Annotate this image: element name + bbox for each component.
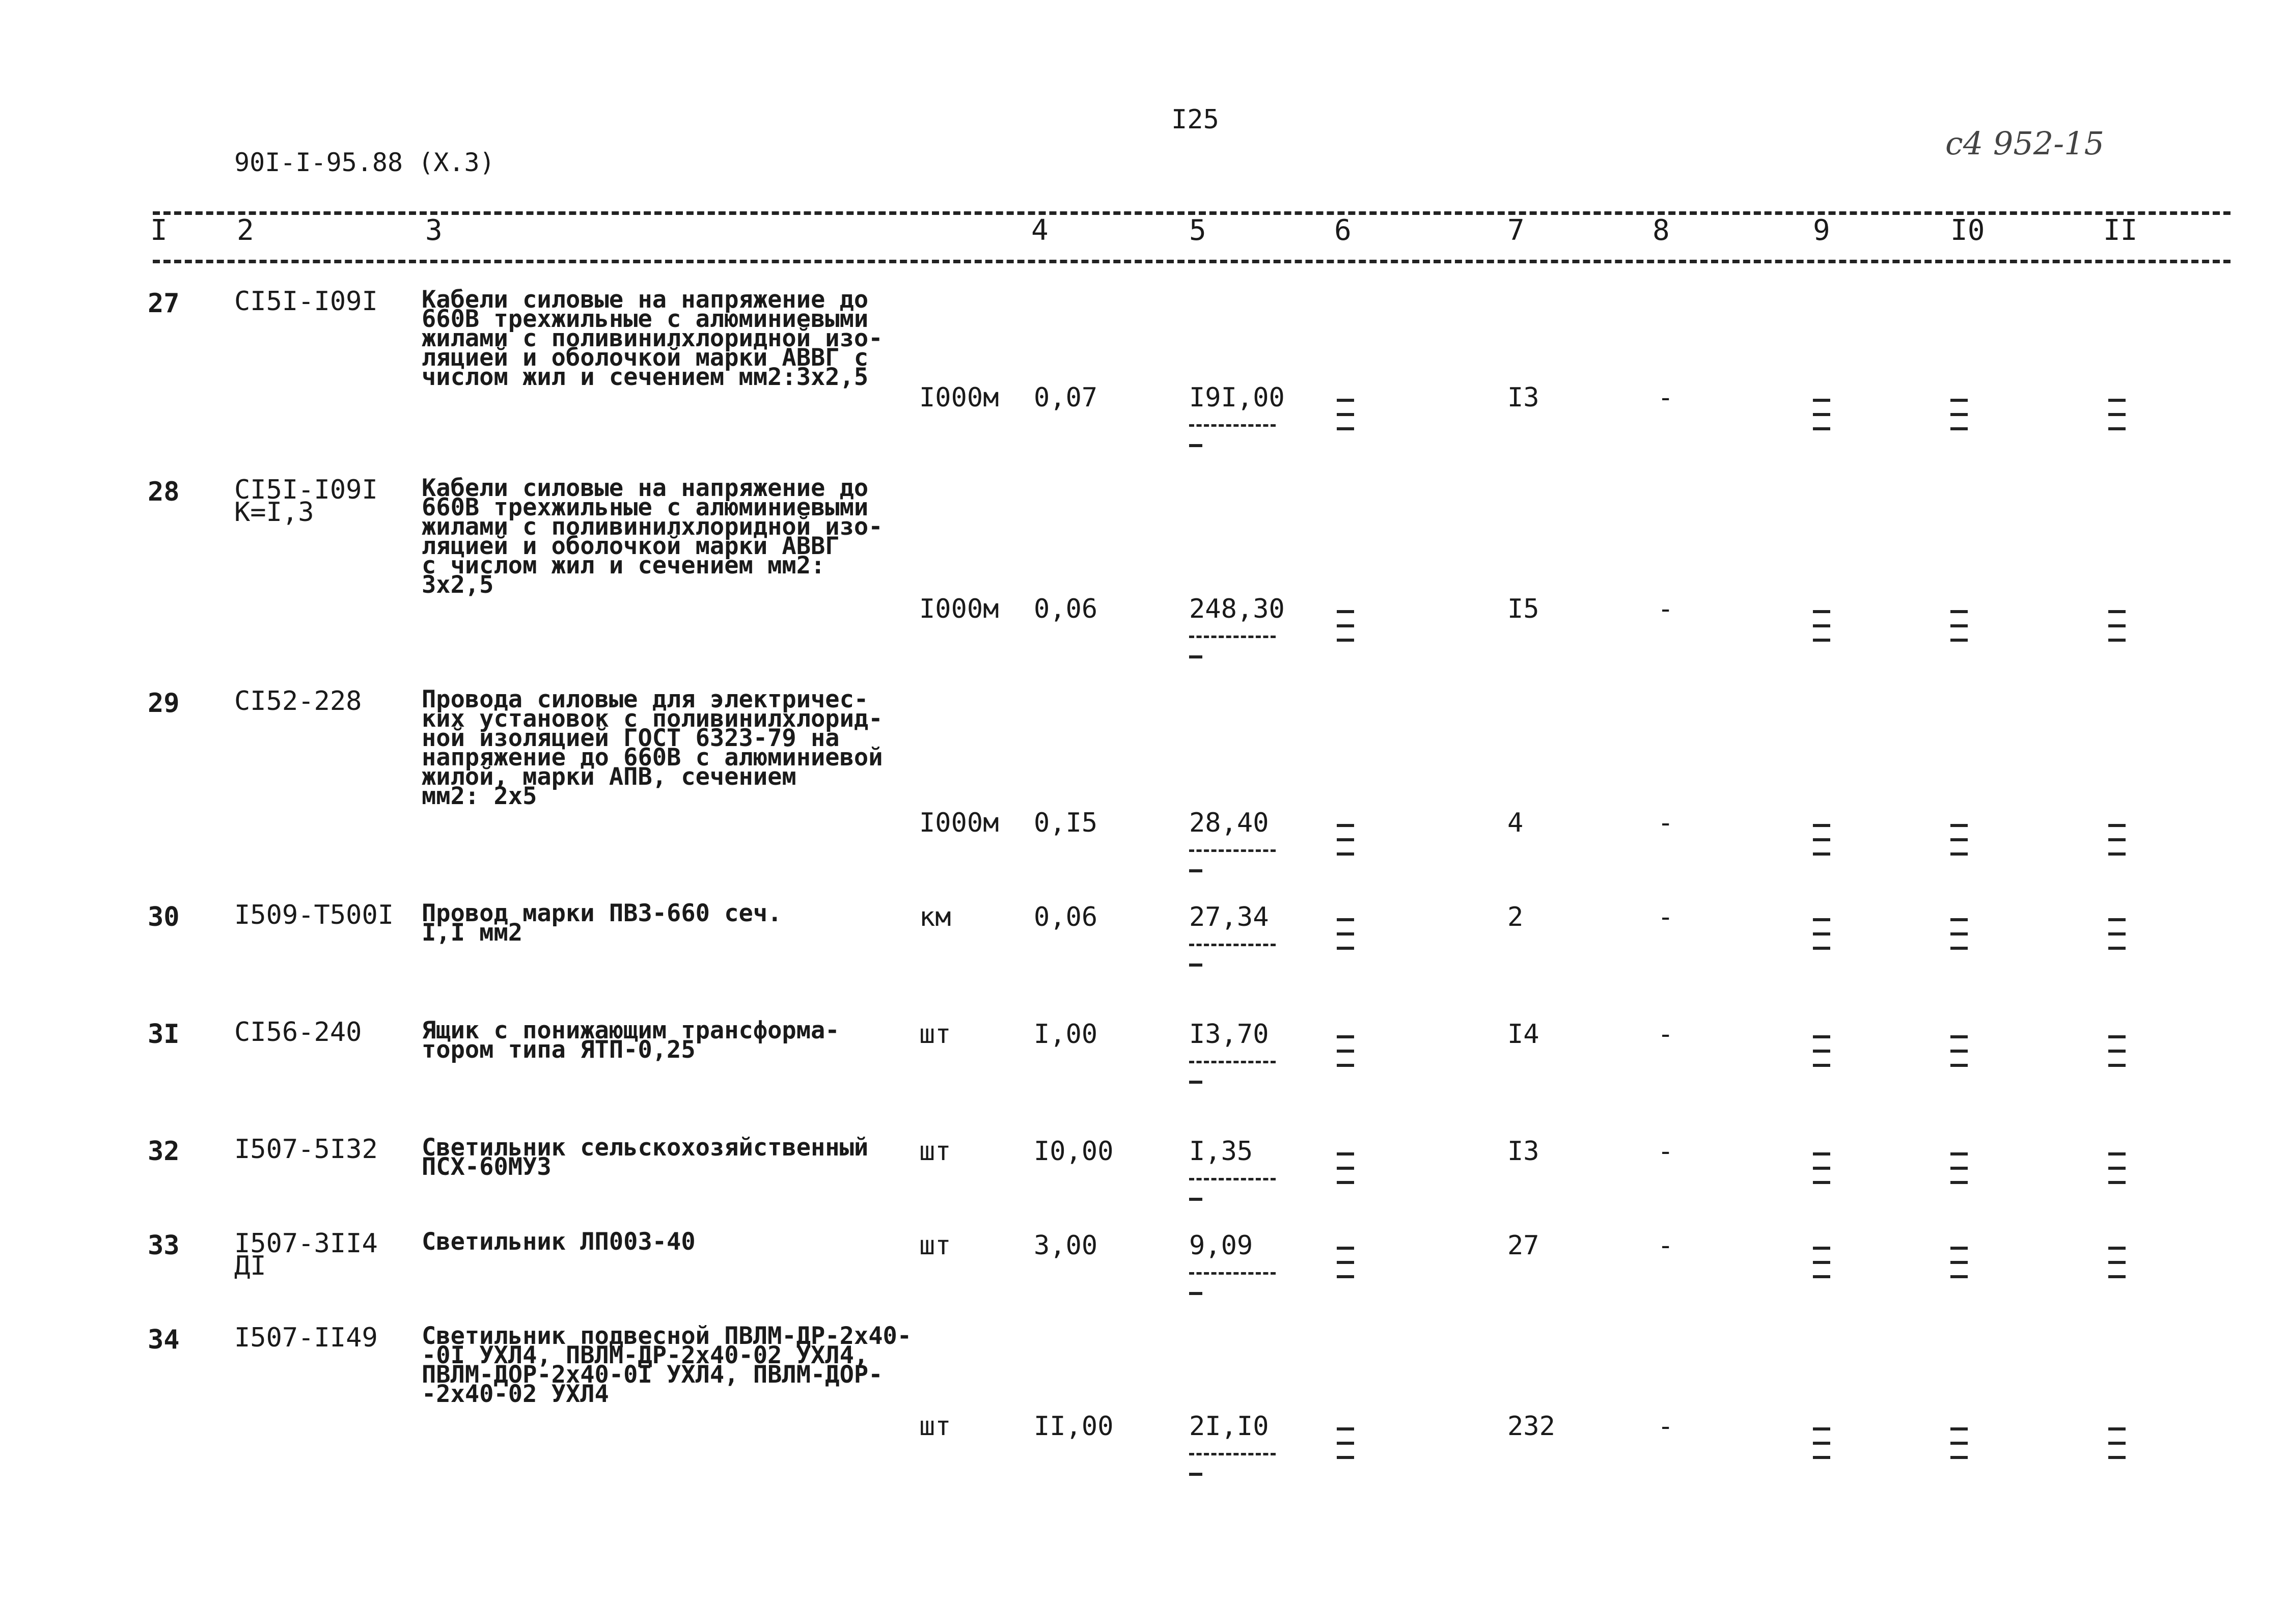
dash-mark — [2108, 399, 2126, 402]
column-header: 7 — [1507, 214, 1525, 247]
price-underline — [1189, 1178, 1276, 1180]
unit-price-value: 9,09 — [1189, 1230, 1253, 1261]
item-code: CI5I-I09I К=I,3 — [234, 475, 378, 528]
dash-mark — [2108, 639, 2126, 642]
handwritten-note: c4 952-15 — [1945, 125, 2105, 162]
item-description: Провода силовые для электричес- ких установок с поливинилхлорид- ной изоляцией ГОСТ 6323-79 на напряжение до 660В с алюминиевой жилой, марки АПВ, сечением мм2: 2x5 — [422, 685, 883, 810]
column-header: 5 — [1189, 214, 1206, 247]
column-9-dashes — [1813, 1035, 1843, 1078]
unit-of-measure: шт — [919, 1230, 951, 1261]
dash-mark — [2108, 918, 2126, 921]
price-sub-dash — [1189, 444, 1202, 447]
dash-mark — [1337, 838, 1354, 841]
column-8-dash: - — [1658, 1019, 1674, 1050]
dash-mark — [1813, 1181, 1830, 1184]
row-number: 32 — [148, 1136, 180, 1167]
dash-mark — [1950, 1456, 1968, 1459]
dash-mark — [1337, 1247, 1354, 1250]
item-description: Светильник ЛП003-40 — [422, 1228, 696, 1256]
price-underline — [1189, 1272, 1276, 1275]
column-7-value: 2 — [1507, 902, 1524, 932]
item-description: Провод марки ПВЗ-660 сеч. I,I мм2 — [422, 899, 782, 947]
dash-mark — [1950, 610, 1968, 613]
dash-mark — [2108, 1181, 2126, 1184]
column-header: 2 — [237, 214, 254, 247]
price-sub-dash — [1189, 1473, 1202, 1476]
unit-price — [1189, 1232, 1276, 1295]
dash-mark — [1950, 1261, 1968, 1264]
column-10-dashes — [1950, 1427, 1981, 1470]
dash-mark — [1950, 852, 1968, 856]
unit-price — [1189, 596, 1285, 658]
dash-mark — [1813, 427, 1830, 430]
column-header: 4 — [1031, 214, 1049, 247]
dash-mark — [1337, 1442, 1354, 1445]
page-number: I25 — [1171, 104, 1219, 135]
column-header: II — [2103, 214, 2138, 247]
column-11-dashes — [2108, 918, 2139, 961]
dash-mark — [2108, 932, 2126, 935]
unit-price — [1189, 904, 1276, 967]
dash-mark — [1337, 932, 1354, 935]
unit-of-measure: км — [919, 902, 951, 932]
dash-mark — [2108, 1427, 2126, 1430]
dash-mark — [1950, 1050, 1968, 1053]
item-description: Светильник подвесной ПВЛМ-ДР-2x40- -0I УХЛ4, ПВЛМ-ДР-2x40-02 УХЛ4, ПВЛМ-ДОР-2x40-0I УХЛ4, ПВЛМ-ДОР- -2x40-02 УХЛ4 — [422, 1322, 912, 1408]
dash-mark — [2108, 1247, 2126, 1250]
item-code: CI52-228 — [234, 686, 362, 717]
item-code: I507-II49 — [234, 1323, 378, 1353]
column-header: 9 — [1813, 214, 1830, 247]
dash-mark — [1950, 838, 1968, 841]
unit-of-measure: I000м — [919, 594, 999, 624]
column-7-value: 27 — [1507, 1230, 1539, 1261]
price-underline — [1189, 424, 1276, 427]
dash-mark — [1337, 610, 1354, 613]
dash-mark — [1813, 639, 1830, 642]
dash-mark — [1813, 610, 1830, 613]
unit-price-value: I,35 — [1189, 1136, 1253, 1167]
dash-mark — [1337, 1275, 1354, 1278]
column-6-dashes — [1337, 1152, 1367, 1195]
dash-mark — [1950, 1247, 1968, 1250]
dash-mark — [1337, 1050, 1354, 1053]
item-code: I507-5I32 — [234, 1134, 378, 1165]
column-8-dash: - — [1658, 1411, 1674, 1442]
quantity: 0,06 — [1034, 902, 1098, 932]
dash-mark — [1337, 1456, 1354, 1459]
dash-mark — [1813, 1035, 1830, 1038]
dash-mark — [1813, 824, 1830, 827]
column-9-dashes — [1813, 399, 1843, 442]
price-sub-dash — [1189, 1081, 1202, 1084]
dash-mark — [2108, 1442, 2126, 1445]
price-sub-dash — [1189, 869, 1202, 872]
column-9-dashes — [1813, 1247, 1843, 1289]
unit-price — [1189, 1413, 1276, 1476]
unit-price-value: 248,30 — [1189, 594, 1285, 624]
column-6-dashes — [1337, 610, 1367, 653]
column-7-value: I5 — [1507, 594, 1539, 624]
price-underline — [1189, 944, 1276, 946]
dash-mark — [1813, 838, 1830, 841]
unit-of-measure: шт — [919, 1136, 951, 1167]
column-9-dashes — [1813, 1152, 1843, 1195]
dash-mark — [1950, 427, 1968, 430]
unit-price-value: I3,70 — [1189, 1019, 1269, 1050]
column-6-dashes — [1337, 918, 1367, 961]
dash-mark — [1950, 624, 1968, 627]
dash-mark — [1813, 1064, 1830, 1067]
quantity: 0,I5 — [1034, 808, 1098, 838]
item-code: CI5I-I09I — [234, 286, 378, 317]
column-7-value: 232 — [1507, 1411, 1555, 1442]
column-11-dashes — [2108, 399, 2139, 442]
unit-of-measure: шт — [919, 1411, 951, 1442]
quantity: 0,07 — [1034, 382, 1098, 413]
unit-price — [1189, 810, 1276, 872]
dash-mark — [1813, 918, 1830, 921]
item-description: Кабели силовые на напряжение до 660В трехжильные с алюминиевыми жилами с поливинилхлоридной изо- ляцией и оболочкой марки АВВГ с числом жил и сечением мм2:3x2,5 — [422, 286, 883, 391]
item-code: CI56-240 — [234, 1017, 362, 1048]
column-9-dashes — [1813, 918, 1843, 961]
column-header: 8 — [1652, 214, 1670, 247]
dash-mark — [2108, 838, 2126, 841]
price-underline — [1189, 1061, 1276, 1063]
dash-mark — [1813, 932, 1830, 935]
dash-mark — [1813, 1152, 1830, 1155]
dash-mark — [1950, 1181, 1968, 1184]
dash-mark — [1337, 1427, 1354, 1430]
dash-mark — [1950, 824, 1968, 827]
column-6-dashes — [1337, 1035, 1367, 1078]
column-9-dashes — [1813, 610, 1843, 653]
column-11-dashes — [2108, 1035, 2139, 1078]
item-description: Ящик с понижающим трансформа- тором типа ЯТП-0,25 — [422, 1016, 840, 1064]
dash-mark — [1813, 947, 1830, 950]
dash-mark — [1813, 413, 1830, 416]
column-10-dashes — [1950, 610, 1981, 653]
dash-mark — [2108, 413, 2126, 416]
unit-of-measure: шт — [919, 1019, 951, 1050]
column-header: 3 — [425, 214, 443, 247]
price-sub-dash — [1189, 1292, 1202, 1295]
dash-mark — [1813, 1442, 1830, 1445]
item-code: I509-Т500I — [234, 900, 394, 930]
unit-price-value: I9I,00 — [1189, 382, 1285, 413]
column-10-dashes — [1950, 824, 1981, 867]
unit-of-measure: I000м — [919, 808, 999, 838]
dash-mark — [1813, 1261, 1830, 1264]
dash-mark — [1813, 1167, 1830, 1170]
dash-mark — [1950, 1035, 1968, 1038]
dash-mark — [2108, 427, 2126, 430]
header-bottom-rule — [153, 260, 2230, 263]
quantity: II,00 — [1034, 1411, 1114, 1442]
column-11-dashes — [2108, 1247, 2139, 1289]
unit-price — [1189, 1138, 1276, 1201]
unit-price-value: 2I,I0 — [1189, 1411, 1269, 1442]
dash-mark — [2108, 947, 2126, 950]
quantity: I0,00 — [1034, 1136, 1114, 1167]
item-description: Кабели силовые на напряжение до 660В трехжильные с алюминиевыми жилами с поливинилхлоридной изо- ляцией и оболочкой марки АВВГ с числом жил и сечением мм2: 3x2,5 — [422, 474, 883, 599]
dash-mark — [1337, 918, 1354, 921]
dash-mark — [2108, 1456, 2126, 1459]
column-11-dashes — [2108, 1152, 2139, 1195]
dash-mark — [1950, 1427, 1968, 1430]
dash-mark — [1813, 1247, 1830, 1250]
price-sub-dash — [1189, 655, 1202, 658]
column-8-dash: - — [1658, 382, 1674, 413]
unit-price — [1189, 384, 1285, 447]
row-number: 27 — [148, 288, 180, 319]
price-underline — [1189, 1453, 1276, 1455]
column-7-value: I3 — [1507, 382, 1539, 413]
dash-mark — [2108, 1167, 2126, 1170]
dash-mark — [1950, 1064, 1968, 1067]
dash-mark — [2108, 1035, 2126, 1038]
dash-mark — [2108, 852, 2126, 856]
dash-mark — [1337, 1035, 1354, 1038]
dash-mark — [1950, 1275, 1968, 1278]
document-code: 90I-I-95.88 (X.3) — [234, 148, 495, 177]
dash-mark — [1813, 624, 1830, 627]
dash-mark — [1950, 918, 1968, 921]
column-7-value: I3 — [1507, 1136, 1539, 1167]
dash-mark — [2108, 1261, 2126, 1264]
column-header: I — [150, 214, 168, 247]
column-9-dashes — [1813, 1427, 1843, 1470]
price-sub-dash — [1189, 1198, 1202, 1201]
unit-price-value: 27,34 — [1189, 902, 1269, 932]
column-6-dashes — [1337, 1427, 1367, 1470]
column-10-dashes — [1950, 1035, 1981, 1078]
column-8-dash: - — [1658, 1136, 1674, 1167]
row-number: 28 — [148, 477, 180, 507]
dash-mark — [1337, 1167, 1354, 1170]
column-10-dashes — [1950, 1152, 1981, 1195]
column-10-dashes — [1950, 1247, 1981, 1289]
dash-mark — [1337, 1152, 1354, 1155]
dash-mark — [1813, 1275, 1830, 1278]
dash-mark — [2108, 1064, 2126, 1067]
dash-mark — [1950, 1152, 1968, 1155]
dash-mark — [1950, 399, 1968, 402]
dash-mark — [1950, 413, 1968, 416]
row-number: 30 — [148, 902, 180, 932]
dash-mark — [1950, 932, 1968, 935]
dash-mark — [1337, 427, 1354, 430]
quantity: 3,00 — [1034, 1230, 1098, 1261]
dash-mark — [1813, 1050, 1830, 1053]
dash-mark — [1813, 399, 1830, 402]
column-11-dashes — [2108, 1427, 2139, 1470]
dash-mark — [1337, 852, 1354, 856]
row-number: 3I — [148, 1019, 180, 1050]
dash-mark — [1813, 1456, 1830, 1459]
column-header: I0 — [1950, 214, 1985, 247]
unit-price — [1189, 1021, 1276, 1084]
dash-mark — [1950, 1442, 1968, 1445]
column-9-dashes — [1813, 824, 1843, 867]
dash-mark — [2108, 1152, 2126, 1155]
dash-mark — [1337, 1261, 1354, 1264]
dash-mark — [1337, 399, 1354, 402]
price-underline — [1189, 636, 1276, 638]
dash-mark — [1813, 1427, 1830, 1430]
price-underline — [1189, 849, 1276, 852]
price-sub-dash — [1189, 964, 1202, 967]
column-6-dashes — [1337, 399, 1367, 442]
dash-mark — [1337, 413, 1354, 416]
column-8-dash: - — [1658, 902, 1674, 932]
dash-mark — [2108, 1050, 2126, 1053]
column-7-value: I4 — [1507, 1019, 1539, 1050]
column-6-dashes — [1337, 1247, 1367, 1289]
row-number: 33 — [148, 1230, 180, 1261]
dash-mark — [2108, 1275, 2126, 1278]
row-number: 34 — [148, 1325, 180, 1355]
column-11-dashes — [2108, 610, 2139, 653]
item-code: I507-3II4 ДI — [234, 1228, 378, 1281]
column-10-dashes — [1950, 918, 1981, 961]
dash-mark — [1337, 624, 1354, 627]
unit-of-measure: I000м — [919, 382, 999, 413]
column-8-dash: - — [1658, 1230, 1674, 1261]
dash-mark — [1950, 1167, 1968, 1170]
quantity: 0,06 — [1034, 594, 1098, 624]
dash-mark — [2108, 824, 2126, 827]
dash-mark — [1337, 1181, 1354, 1184]
column-6-dashes — [1337, 824, 1367, 867]
unit-price-value: 28,40 — [1189, 808, 1269, 838]
dash-mark — [1337, 639, 1354, 642]
column-7-value: 4 — [1507, 808, 1524, 838]
column-8-dash: - — [1658, 594, 1674, 624]
dash-mark — [1337, 824, 1354, 827]
column-10-dashes — [1950, 399, 1981, 442]
dash-mark — [2108, 610, 2126, 613]
item-description: Светильник сельскохозяйственный ПСХ-60МУ3 — [422, 1134, 869, 1181]
dash-mark — [1950, 639, 1968, 642]
dash-mark — [1950, 947, 1968, 950]
quantity: I,00 — [1034, 1019, 1098, 1050]
dash-mark — [2108, 624, 2126, 627]
dash-mark — [1337, 947, 1354, 950]
column-11-dashes — [2108, 824, 2139, 867]
dash-mark — [1337, 1064, 1354, 1067]
column-8-dash: - — [1658, 808, 1674, 838]
row-number: 29 — [148, 688, 180, 719]
column-header: 6 — [1334, 214, 1352, 247]
dash-mark — [1813, 852, 1830, 856]
